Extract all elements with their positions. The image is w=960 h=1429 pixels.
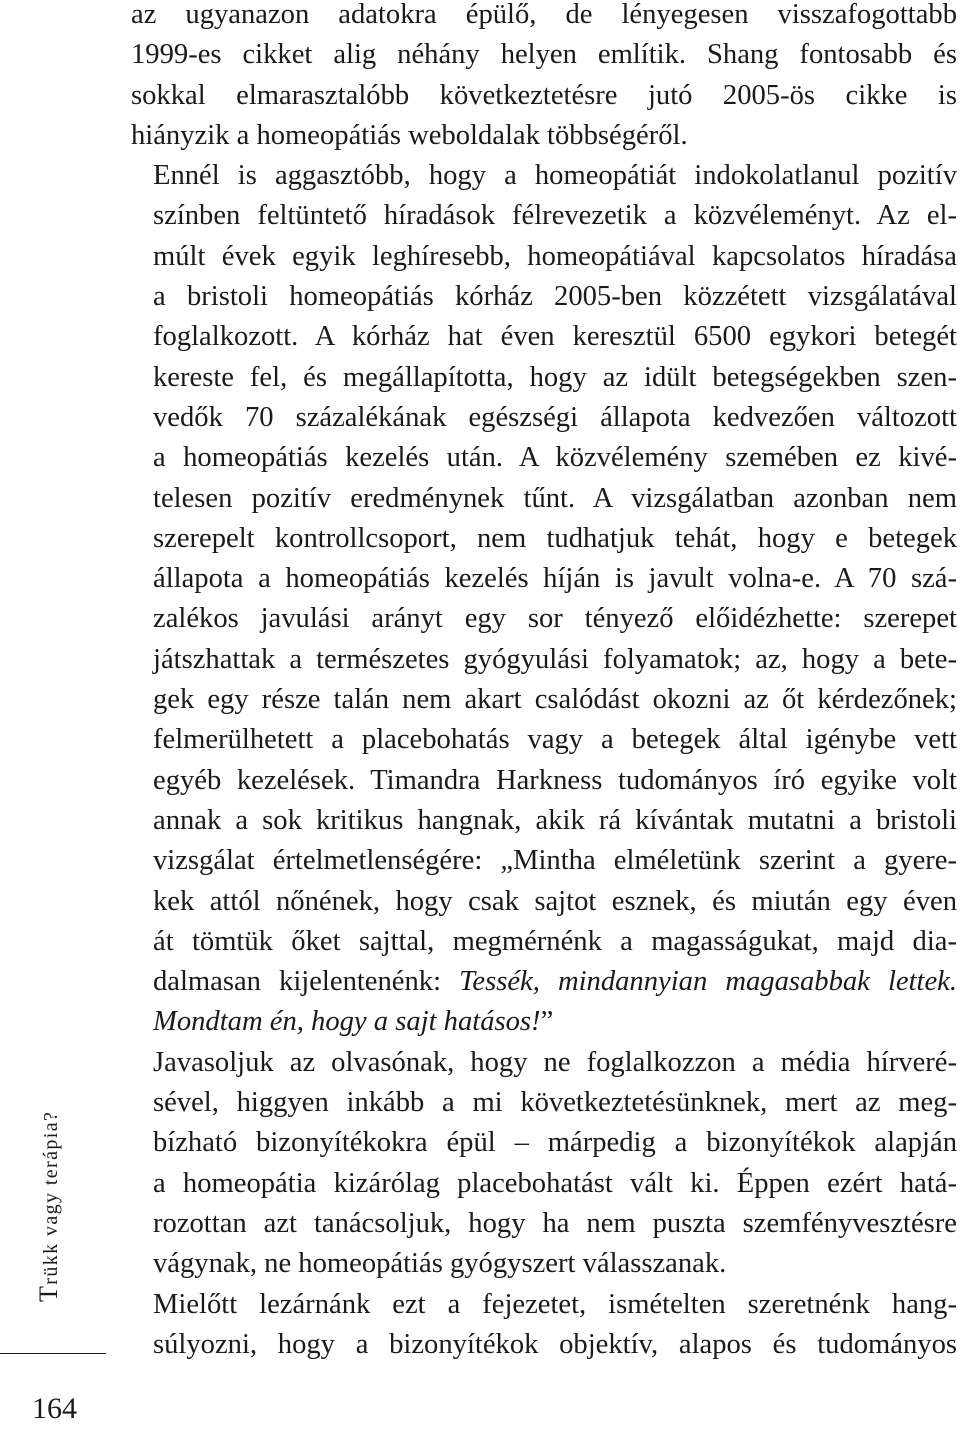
- text-line: a homeopátiás kezelés után. A közvélemény szemében ez kivé-: [153, 442, 957, 474]
- text-line: a homeopátia kizárólag placebohatást vált ki. Éppen ezért hatá-: [153, 1167, 957, 1199]
- closing-quote: ”: [540, 1006, 554, 1038]
- text-line: állapota a homeopátiás kezelés híján is javult volna-e. A 70 szá-: [153, 563, 957, 595]
- text-line: [131, 1002, 957, 1042]
- paragraph: [131, 1285, 957, 1366]
- text-line: kereste fel, és megállapította, hogy az idült betegségekben szen-: [153, 361, 957, 393]
- text-line: vedők 70 százalékának egészségi állapota kedvezően változott: [153, 401, 957, 433]
- text-line: múlt évek egyik leghíresebb, homeopátiával kapcsolatos híradása: [153, 240, 957, 272]
- text-line: [131, 962, 957, 1002]
- text-line: Mielőtt lezárnánk ezt a fejezetet, ismételten szeretnénk hang-: [153, 1288, 957, 1320]
- paragraph: [131, 156, 957, 1043]
- text-line: sével, higgyen inkább a mi következtetésünknek, mert az meg-: [153, 1087, 957, 1119]
- text-line: kek attól nőnének, hogy csak sajtot esznek, és miután egy éven: [153, 885, 957, 917]
- running-head-rest: rükk vagy terápia?: [40, 1110, 62, 1285]
- text-line: vágynak, ne homeopátiás gyógyszert válasszanak.: [153, 1248, 727, 1280]
- text-line: bízható bizonyítékokra épül – márpedig a bizonyítékok alapján: [153, 1127, 957, 1159]
- text-line: Ennél is aggasztóbb, hogy a homeopátiát indokolatlanul pozitív: [153, 160, 957, 192]
- text-run: dalmasan kijelentenénk:: [153, 966, 460, 998]
- text-line: annak a sok kritikus hangnak, akik rá kívántak mutatni a bristoli: [153, 804, 957, 836]
- text-line: felmerülhetett a placebohatás vagy a betegek által igénybe vett: [153, 724, 957, 756]
- text-line: gek egy része talán nem akart csalódást okozni az őt kérdezőnek;: [153, 684, 957, 716]
- text-line: vizsgálat értelmetlenségére: „Mintha elméletünk szerint a gyere-: [153, 845, 957, 877]
- page-number: 164: [32, 1392, 77, 1425]
- text-line: telesen pozitív eredménynek tűnt. A vizsgálatban azonban nem: [153, 482, 957, 514]
- footer-rule: [0, 1353, 106, 1354]
- text-line: a bristoli homeopátiás kórház 2005-ben közzétett vizsgálatával: [153, 281, 957, 313]
- text-line: hiányzik a homeopátiás weboldalak többségéről.: [131, 119, 688, 151]
- text-line: 1999-es cikket alig néhány helyen említik. Shang fontosabb és: [131, 39, 957, 71]
- text-line: színben feltüntető híradások félrevezetik a közvéleményt. Az el-: [153, 200, 957, 232]
- text-line: egyéb kezelések. Timandra Harkness tudományos író egyike volt: [153, 764, 957, 796]
- text-line: az ugyanazon adatokra épülő, de lényegesen visszafogottabb: [131, 0, 957, 30]
- italic-quote: Mondtam én, hogy a sajt hatásos!: [153, 1006, 541, 1038]
- running-head: [34, 1111, 64, 1302]
- text-line: át tömtük őket sajttal, megmérnénk a magasságukat, majd dia-: [153, 925, 957, 957]
- italic-quote: Tessék, mindannyian magasabbak lettek.: [459, 966, 958, 998]
- paragraph: [131, 1043, 957, 1285]
- text-line: foglalkozott. A kórház hat éven keresztül 6500 egykori betegét: [153, 321, 957, 353]
- text-line: zalékos javulási arányt egy sor tényező előidézhette: szerepet: [153, 603, 957, 635]
- text-line: Javasoljuk az olvasónak, hogy ne foglalkozzon a média hírveré-: [153, 1046, 957, 1078]
- paragraph: [131, 0, 957, 156]
- text-line: játszhattak a természetes gyógyulási folyamatok; az, hogy a bete-: [153, 643, 957, 675]
- body-text: [131, 0, 957, 1365]
- text-line: rozottan azt tanácsoljuk, hogy ha nem puszta szemfényvesztésre: [153, 1207, 957, 1239]
- text-line: sokkal elmarasztalóbb következtetésre jutó 2005-ös cikke is: [131, 79, 957, 111]
- text-line: szerepelt kontrollcsoport, nem tudhatjuk tehát, hogy e betegek: [153, 522, 957, 554]
- running-head-first-letter: T: [34, 1284, 63, 1302]
- text-line: súlyozni, hogy a bizonyítékok objektív, alapos és tudományos: [153, 1328, 957, 1360]
